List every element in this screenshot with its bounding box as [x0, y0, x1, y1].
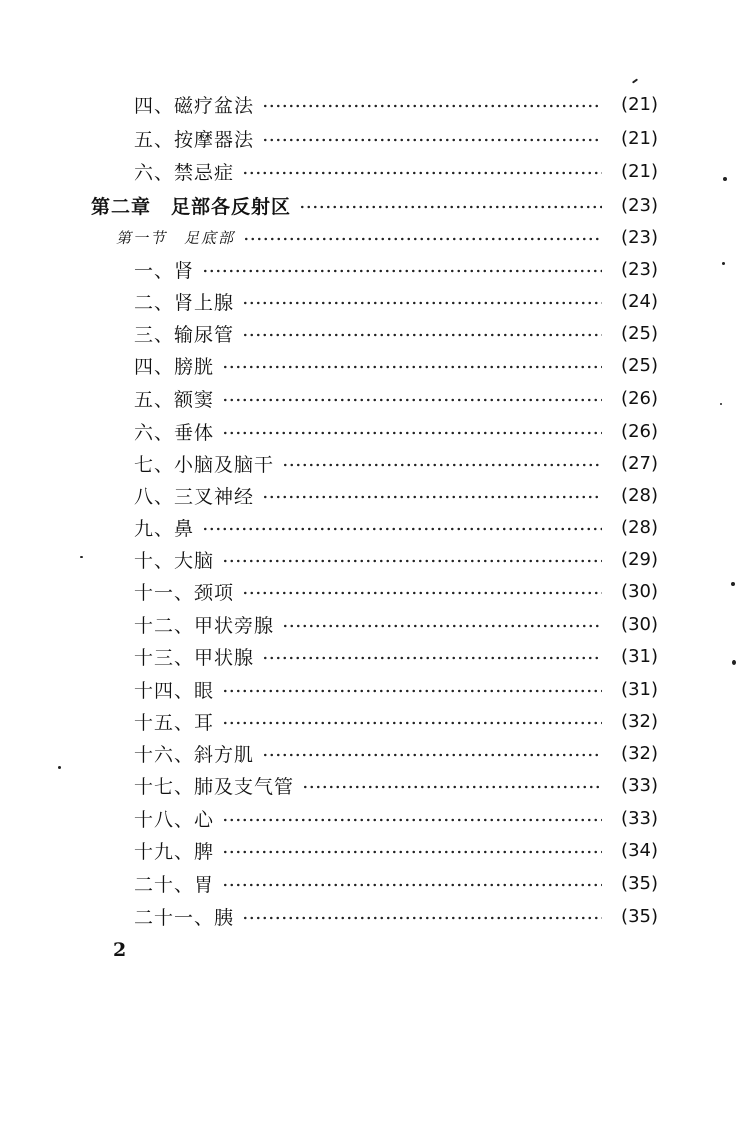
toc-entry-page: (34): [621, 839, 658, 861]
toc-entry: [134, 804, 658, 832]
toc-entry-label: 十二、甲状旁腺: [134, 614, 275, 637]
dot-leader: [282, 624, 602, 628]
dot-leader: [222, 818, 602, 822]
toc-entry: [134, 449, 658, 477]
toc-entry-page: (23): [621, 258, 658, 280]
dot-leader: [222, 850, 602, 854]
toc-entry-page: (25): [621, 322, 658, 344]
dot-leader: [242, 301, 602, 305]
toc-entry: [134, 351, 658, 379]
toc-entry-label: 十六、斜方肌: [134, 743, 255, 766]
toc-entry-page: (26): [621, 387, 658, 409]
scan-speck: [732, 660, 736, 665]
toc-entry-page: (30): [621, 613, 658, 635]
toc-entry: [134, 513, 658, 541]
scan-speck: [720, 403, 722, 405]
toc-entry-label: 四、膀胱: [134, 355, 215, 378]
toc-entry: [134, 902, 658, 930]
dot-leader: [202, 269, 602, 273]
toc-entry: [134, 319, 658, 347]
toc-entry-page: (30): [621, 580, 658, 602]
dot-leader: [222, 689, 602, 693]
toc-entry-page: (31): [621, 678, 658, 700]
page-number: 2: [113, 939, 127, 961]
toc-entry-label: 第二章 足部各反射区: [91, 195, 292, 218]
toc-entry: [134, 707, 658, 735]
toc-entry-label: 八、三叉神经: [134, 485, 255, 508]
toc-entry-label: 五、按摩器法: [134, 128, 255, 151]
toc-entry: [134, 287, 658, 315]
dot-leader: [242, 591, 602, 595]
scan-speck: [58, 766, 61, 769]
toc-entry-page: (27): [621, 452, 658, 474]
dot-leader: [242, 171, 602, 175]
toc-entry-page: (33): [621, 807, 658, 829]
toc-entry-page: (31): [621, 645, 658, 667]
toc-entry-label: 十九、脾: [134, 840, 215, 863]
toc-entry: [134, 545, 658, 573]
toc-entry-label: 十四、眼: [134, 679, 215, 702]
toc-entry-page: (21): [621, 127, 658, 149]
dot-leader: [243, 237, 602, 241]
scan-speck: [731, 582, 735, 586]
toc-entry-page: (23): [621, 226, 658, 248]
dot-leader: [262, 138, 602, 142]
toc-entry-page: (32): [621, 742, 658, 764]
toc-entry-label: 十一、颈项: [134, 581, 235, 604]
toc-entry: [134, 610, 658, 638]
toc-entry-label: 二、肾上腺: [134, 291, 235, 314]
toc-entry-label: 十五、耳: [134, 711, 215, 734]
toc-chapter-heading: [91, 191, 658, 219]
toc-entry: [134, 384, 658, 412]
toc-entry: [134, 255, 658, 283]
toc-entry-label: 六、垂体: [134, 421, 215, 444]
toc-entry: [134, 869, 658, 897]
dot-leader: [262, 495, 602, 499]
toc-entry-label: 十八、心: [134, 808, 215, 831]
toc-entry-label: 第一节 足底部: [116, 228, 236, 247]
toc-entry-label: 二十一、胰: [134, 906, 235, 929]
dot-leader: [282, 463, 602, 467]
dot-leader: [222, 431, 602, 435]
toc-entry-label: 六、禁忌症: [134, 161, 235, 184]
toc-entry-label: 九、鼻: [134, 517, 195, 540]
dot-leader: [222, 559, 602, 563]
dot-leader: [262, 104, 602, 108]
toc-entry: [134, 90, 658, 118]
toc-entry-page: (23): [621, 194, 658, 216]
toc-entry-page: (21): [621, 93, 658, 115]
toc-entry: [134, 481, 658, 509]
toc-section-heading: [116, 223, 658, 251]
dot-leader: [222, 365, 602, 369]
dot-leader: [242, 916, 602, 920]
dot-leader: [242, 333, 602, 337]
toc-entry: [134, 642, 658, 670]
toc-entry-page: (35): [621, 905, 658, 927]
toc-entry-label: 五、额窦: [134, 388, 215, 411]
dot-leader: [262, 753, 602, 757]
toc-entry-page: (29): [621, 548, 658, 570]
toc-entry-page: (32): [621, 710, 658, 732]
toc-entry-label: 十三、甲状腺: [134, 646, 255, 669]
toc-entry: [134, 836, 658, 864]
dot-leader: [302, 785, 602, 789]
toc-entry: [134, 675, 658, 703]
toc-entry: [134, 417, 658, 445]
toc-entry-page: (26): [621, 420, 658, 442]
toc-entry: [134, 124, 658, 152]
toc-entry-label: 四、磁疗盆法: [134, 94, 255, 117]
toc-entry-page: (28): [621, 484, 658, 506]
dot-leader: [262, 656, 602, 660]
scan-speck: [723, 177, 727, 181]
scan-speck: [722, 262, 725, 265]
toc-entry-label: 十、大脑: [134, 549, 215, 572]
toc-entry-label: 二十、胃: [134, 873, 215, 896]
toc-entry-page: (28): [621, 516, 658, 538]
toc-entry-label: 七、小脑及脑干: [134, 453, 275, 476]
dot-leader: [222, 721, 602, 725]
toc-entry-page: (33): [621, 774, 658, 796]
toc-entry: [134, 157, 658, 185]
toc-entry: [134, 577, 658, 605]
toc-entry-label: 一、肾: [134, 259, 195, 282]
dot-leader: [222, 883, 602, 887]
toc-entry: [134, 739, 658, 767]
toc-entry-page: (21): [621, 160, 658, 182]
toc-entry: [134, 771, 658, 799]
toc-entry-label: 三、输尿管: [134, 323, 235, 346]
dot-leader: [222, 398, 602, 402]
scan-speck: [80, 556, 83, 558]
toc-entry-page: (35): [621, 872, 658, 894]
toc-entry-page: (25): [621, 354, 658, 376]
toc-entry-page: (24): [621, 290, 658, 312]
toc-entry-label: 十七、肺及支气管: [134, 775, 295, 798]
dot-leader: [202, 527, 602, 531]
dot-leader: [299, 205, 602, 209]
